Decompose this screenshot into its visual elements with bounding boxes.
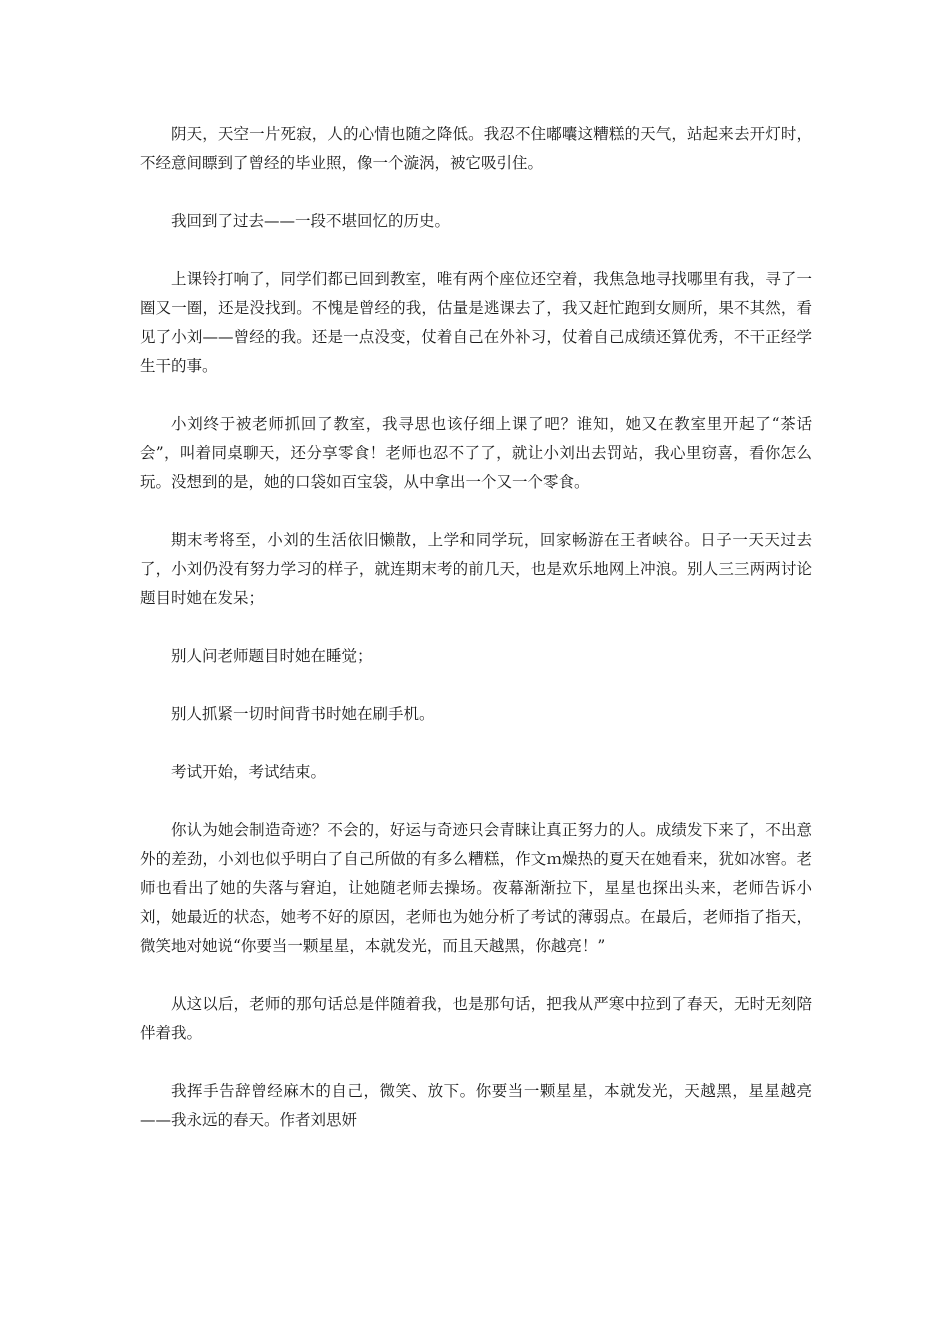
paragraph: 我挥手告辞曾经麻木的自己，微笑、放下。你要当一颗星星，本就发光，天越黑，星星越亮——我永远的春天。作者刘思妍 [140,1082,812,1129]
paragraph: 考试开始，考试结束。 [171,763,327,781]
paragraph: 上课铃打响了，同学们都已回到教室，唯有两个座位还空着，我焦急地寻找哪里有我，寻了一圈又一圈，还是没找到。不愧是曾经的我，估量是逃课去了，我又赶忙跑到女厕所，果不其然，看见了小刘——曾经的我。还是一点没变，仗着自己在外补习，仗着自己成绩还算优秀，不干正经学生干的事。 [140,270,812,375]
paragraph: 从这以后，老师的那句话总是伴随着我，也是那句话，把我从严寒中拉到了春天，无时无刻陪伴着我。 [140,995,812,1042]
paragraph: 阴天，天空一片死寂，人的心情也随之降低。我忍不住嘟囔这糟糕的天气，站起来去开灯时，不经意间瞟到了曾经的毕业照，像一个漩涡，被它吸引住。 [140,125,812,172]
essay-body [140,120,812,1164]
paragraph: 期末考将至，小刘的生活依旧懒散，上学和同学玩，回家畅游在王者峡谷。日子一天天过去了，小刘仍没有努力学习的样子，就连期末考的前几天，也是欢乐地网上冲浪。别人三三两两讨论题目时她在发呆； [140,531,812,607]
paragraph: 小刘终于被老师抓回了教室，我寻思也该仔细上课了吧？谁知，她又在教室里开起了“茶话会”，叫着同桌聊天，还分享零食！老师也忍不了了，就让小刘出去罚站，我心里窃喜，看你怎么玩。没想到的是，她的口袋如百宝袋，从中拿出一个又一个零食。 [140,415,812,491]
paragraph: 我回到了过去——一段不堪回忆的历史。 [171,212,451,230]
paragraph: 你认为她会制造奇迹？不会的，好运与奇迹只会青睐让真正努力的人。成绩发下来了，不出意外的差劲，小刘也似乎明白了自己所做的有多么糟糕，作文ｍ燥热的夏天在她看来，犹如冰窖。老师也看出了她的失落与窘迫，让她随老师去操场。夜幕渐渐拉下，星星也探出头来，老师告诉小刘，她最近的状态，她考不好的原因，老师也为她分析了考试的薄弱点。在最后，老师指了指天，微笑地对她说“你要当一颗星星，本就发光，而且天越黑，你越亮！” [140,821,812,955]
paragraph: 别人抓紧一切时间背书时她在刷手机。 [171,705,435,723]
paragraph: 别人问老师题目时她在睡觉； [171,647,373,665]
